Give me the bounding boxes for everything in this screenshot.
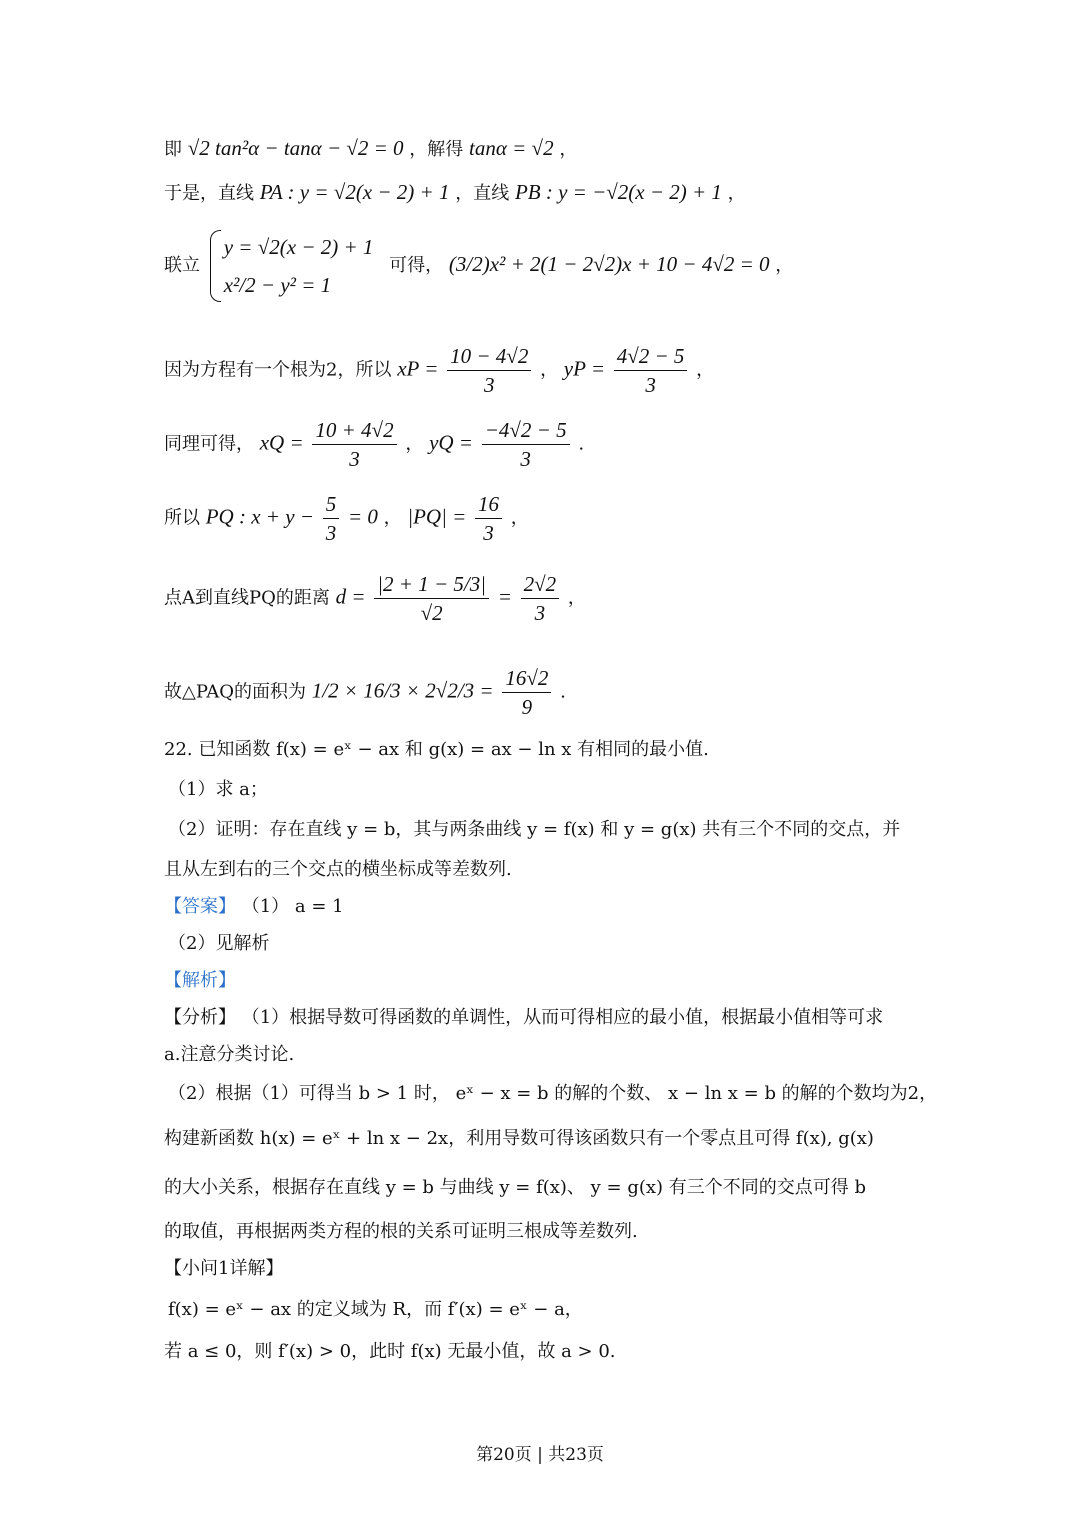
equation-lhs: xQ = bbox=[259, 430, 304, 455]
denominator: 3 bbox=[349, 447, 360, 471]
fenxi-tag: 【分析】 bbox=[164, 1007, 236, 1028]
text: 即 bbox=[164, 139, 182, 160]
fenxi-line-2d: 的取值，再根据两类方程的根的关系可证明三根成等差数列. bbox=[164, 1221, 638, 1242]
denominator: 9 bbox=[521, 695, 533, 719]
fraction bbox=[374, 570, 489, 627]
equation-lhs: yQ = bbox=[429, 430, 473, 455]
fenxi-line-2: （2）根据（1）可得当 b > 1 时， eˣ − x = b 的解的个数、 x − ln x = b 的解的个数均为2， bbox=[168, 1083, 938, 1104]
fraction bbox=[502, 664, 551, 721]
text: . bbox=[578, 433, 585, 455]
numerator: 5 bbox=[323, 490, 340, 519]
analysis-tag: 【解析】 bbox=[164, 970, 236, 991]
question-22: 22. 已知函数 f(x) = eˣ − ax 和 g(x) = ax − ln x 有相同的最小值. bbox=[164, 739, 709, 760]
text: ， bbox=[405, 433, 424, 455]
text: . bbox=[560, 681, 566, 703]
numerator: 10 + 4√2 bbox=[312, 416, 396, 445]
question-22-part-1: （1）求 a； bbox=[168, 779, 268, 800]
denominator: 3 bbox=[520, 447, 531, 471]
answer-2: （2）见解析 bbox=[168, 933, 270, 954]
text: 故△PAQ的面积为 bbox=[164, 681, 307, 703]
text: ， bbox=[696, 359, 715, 381]
numerator: 16√2 bbox=[502, 664, 551, 693]
answer-tag: 【答案】 bbox=[164, 896, 236, 917]
denominator: 3 bbox=[645, 373, 656, 397]
numerator: 10 − 4√2 bbox=[447, 342, 531, 371]
detail-line-1: f(x) = eˣ − ax 的定义域为 R，而 f′(x) = eˣ − a， bbox=[168, 1299, 583, 1320]
equation-lhs: yP = bbox=[563, 356, 605, 381]
text: 点A到直线PQ的距离 bbox=[164, 587, 330, 609]
numerator: 4√2 − 5 bbox=[614, 342, 688, 371]
fenxi-line-1 bbox=[164, 1006, 883, 1030]
question-22-part-2-cont: 且从左到右的三个交点的横坐标成等差数列. bbox=[164, 859, 512, 880]
fraction bbox=[521, 570, 560, 627]
denominator: 3 bbox=[483, 373, 495, 397]
fraction bbox=[475, 490, 502, 547]
equation: |PQ| = bbox=[407, 504, 467, 529]
solution-line-2 bbox=[164, 180, 746, 206]
system-row-2: x²/2 − y² = 1 bbox=[223, 273, 332, 297]
equation: = 0 bbox=[347, 504, 378, 529]
text: ，直线 bbox=[455, 183, 510, 204]
text: ， bbox=[567, 587, 586, 609]
solution-line-5 bbox=[164, 416, 584, 473]
denominator: 3 bbox=[534, 601, 546, 625]
solution-line-3 bbox=[164, 228, 793, 304]
text: ， bbox=[540, 359, 559, 381]
denominator: √2 bbox=[420, 601, 443, 625]
fraction bbox=[482, 416, 570, 473]
fraction bbox=[312, 416, 396, 473]
text: ， bbox=[775, 255, 794, 276]
equation: PA : y = √2(x − 2) + 1 bbox=[259, 180, 450, 204]
fenxi-text: （1）根据导数可得函数的单调性，从而可得相应的最小值，根据最小值相等可求 bbox=[241, 1007, 884, 1028]
page-footer: 第20页 | 共23页 bbox=[476, 1445, 604, 1465]
text: 因为方程有一个根为2，所以 bbox=[164, 359, 392, 381]
numerator: 16 bbox=[475, 490, 502, 519]
equation: √2 tan²α − tanα − √2 = 0 bbox=[187, 136, 404, 160]
solution-line-6 bbox=[164, 490, 529, 547]
equation: PB : y = −√2(x − 2) + 1 bbox=[514, 180, 722, 204]
fraction bbox=[323, 490, 340, 547]
solution-line-8 bbox=[164, 664, 566, 721]
text: ， bbox=[510, 507, 529, 529]
question-22-part-2: （2）证明：存在直线 y = b，其与两条曲线 y = f(x) 和 y = g(x) 共有三个不同的交点，并 bbox=[168, 819, 901, 840]
numerator: 2√2 bbox=[521, 570, 560, 599]
text: ，解得 bbox=[409, 139, 464, 160]
text: ， bbox=[559, 139, 578, 160]
equation-system bbox=[208, 228, 374, 304]
equation: = bbox=[497, 584, 512, 609]
text: 于是，直线 bbox=[164, 183, 254, 204]
text: 所以 bbox=[164, 507, 200, 529]
equation: (3/2)x² + 2(1 − 2√2)x + 10 − 4√2 = 0 bbox=[448, 252, 770, 276]
detail-tag: 【小问1详解】 bbox=[164, 1258, 284, 1279]
denominator: 3 bbox=[325, 521, 337, 545]
numerator: −4√2 − 5 bbox=[482, 416, 570, 445]
text: ， bbox=[727, 183, 746, 204]
equation: 1/2 × 16/3 × 2√2/3 = bbox=[311, 678, 494, 703]
equation: PQ : x + y − bbox=[205, 504, 314, 529]
equation-lhs: xP = bbox=[397, 356, 439, 381]
text: ， bbox=[383, 507, 402, 529]
detail-line-2: 若 a ≤ 0，则 f′(x) > 0，此时 f(x) 无最小值，故 a > 0. bbox=[164, 1341, 616, 1362]
numerator: |2 + 1 − 5/3| bbox=[374, 570, 489, 599]
text: 同理可得， bbox=[164, 433, 254, 455]
denominator: 3 bbox=[483, 521, 494, 545]
fenxi-line-1b: a.注意分类讨论. bbox=[164, 1044, 295, 1065]
equation-lhs: d = bbox=[335, 584, 366, 609]
fenxi-line-2b: 构建新函数 h(x) = eˣ + ln x − 2x，利用导数可得该函数只有一个零点且可得 f(x), g(x) bbox=[164, 1128, 874, 1149]
equation: tanα = √2 bbox=[469, 136, 554, 160]
solution-line-7 bbox=[164, 570, 586, 627]
solution-line-4 bbox=[164, 342, 714, 399]
system-row-1: y = √2(x − 2) + 1 bbox=[223, 235, 374, 259]
answer-1: （1） a = 1 bbox=[241, 896, 344, 917]
fraction bbox=[614, 342, 688, 399]
text: 联立 bbox=[164, 255, 200, 276]
fraction bbox=[447, 342, 531, 399]
answer-line bbox=[164, 895, 344, 919]
text: 可得， bbox=[389, 255, 444, 276]
fenxi-line-2c: 的大小关系，根据存在直线 y = b 与曲线 y = f(x)、 y = g(x) 有三个不同的交点可得 b bbox=[164, 1177, 867, 1198]
solution-line-1 bbox=[164, 136, 577, 162]
